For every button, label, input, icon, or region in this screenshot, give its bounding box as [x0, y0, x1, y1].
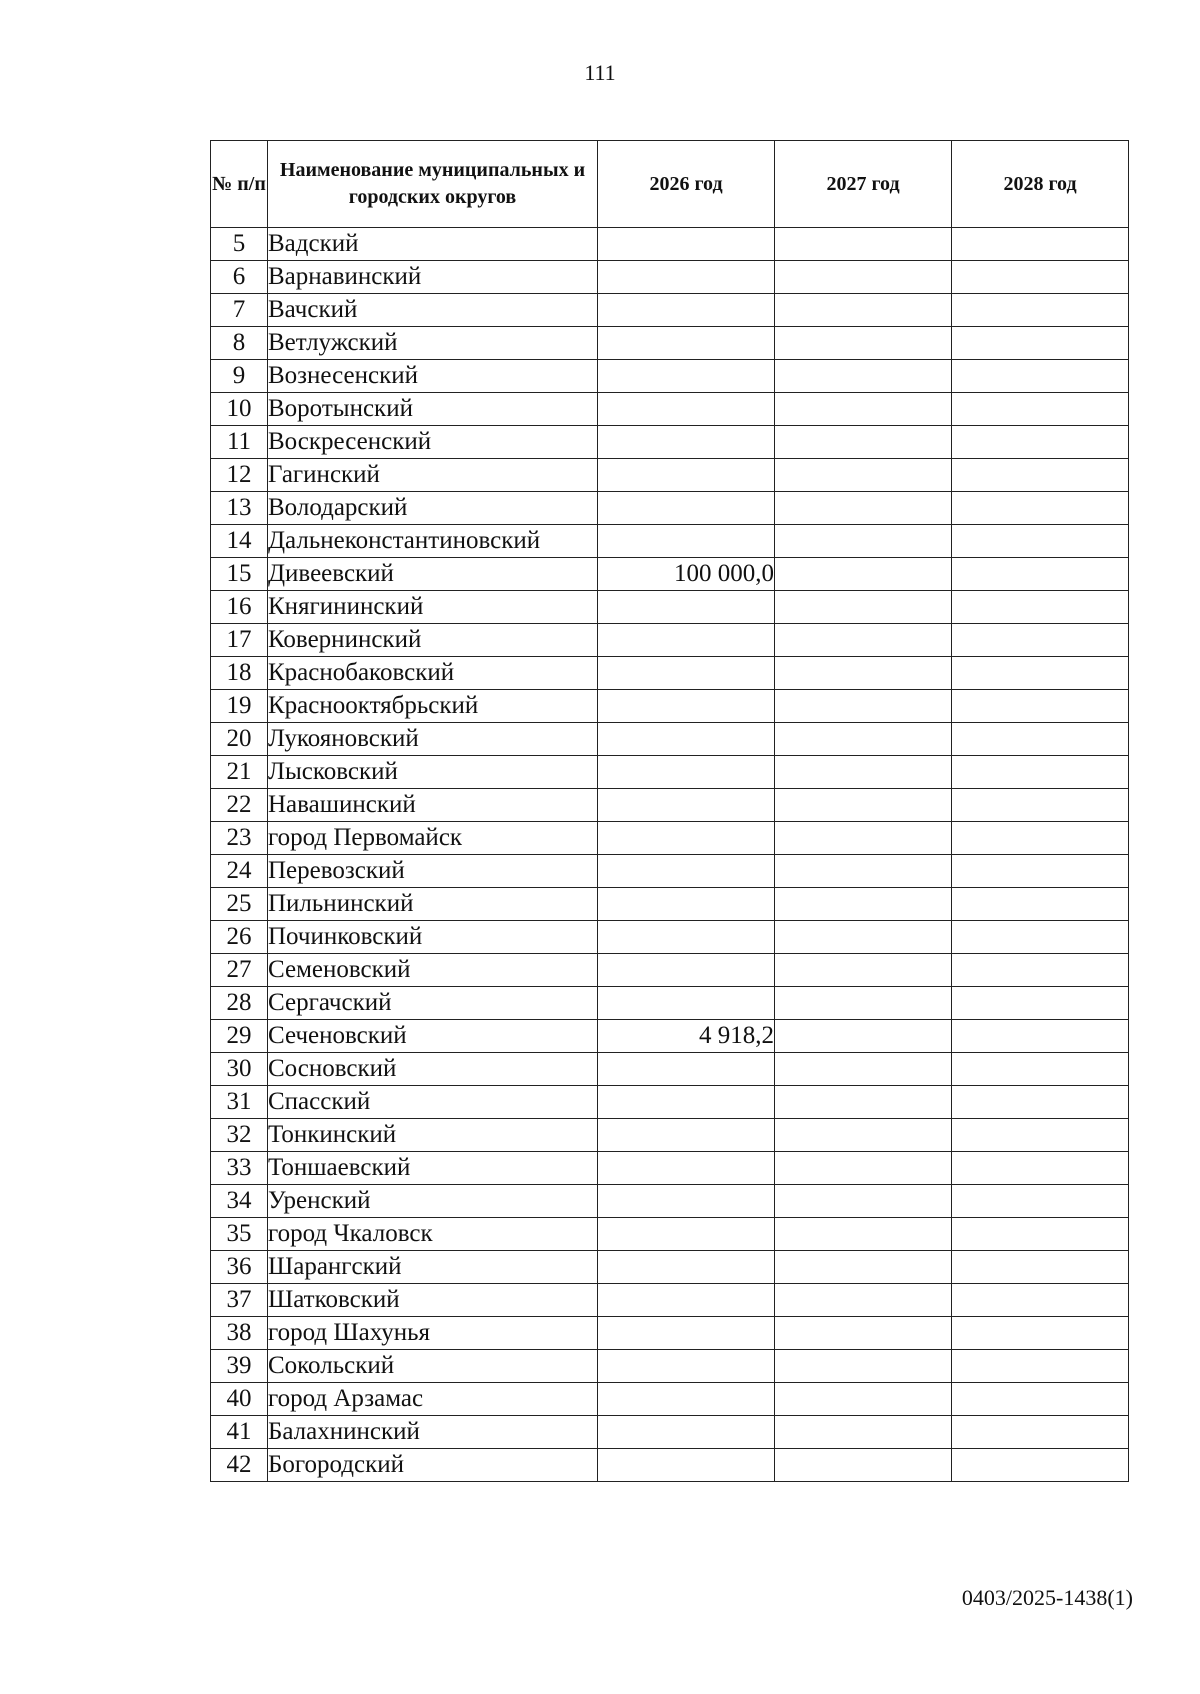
- table-row: [211, 1218, 1129, 1251]
- cell-2027: [775, 1449, 952, 1482]
- cell-2027: [775, 1053, 952, 1086]
- cell-2026: [598, 1086, 775, 1119]
- cell-2027: [775, 261, 952, 294]
- table-body: [211, 228, 1129, 1482]
- cell-2028: [952, 525, 1129, 558]
- table-row: [211, 393, 1129, 426]
- cell-num: 37: [211, 1284, 268, 1317]
- cell-num: 17: [211, 624, 268, 657]
- cell-name: Княгининский: [268, 591, 598, 624]
- cell-2027: [775, 756, 952, 789]
- cell-name: Воротынский: [268, 393, 598, 426]
- cell-2026: [598, 624, 775, 657]
- cell-2026: [598, 723, 775, 756]
- cell-num: 35: [211, 1218, 268, 1251]
- cell-2028: [952, 558, 1129, 591]
- cell-name: Балахнинский: [268, 1416, 598, 1449]
- cell-2028: [952, 756, 1129, 789]
- cell-2027: [775, 1350, 952, 1383]
- cell-name: Лысковский: [268, 756, 598, 789]
- cell-2027: [775, 426, 952, 459]
- cell-2028: [952, 1020, 1129, 1053]
- cell-2027: [775, 855, 952, 888]
- table-row: [211, 327, 1129, 360]
- cell-2028: [952, 723, 1129, 756]
- cell-2027: [775, 657, 952, 690]
- cell-num: 38: [211, 1317, 268, 1350]
- cell-num: 21: [211, 756, 268, 789]
- table-row: [211, 888, 1129, 921]
- table-row: [211, 360, 1129, 393]
- cell-name: Варнавинский: [268, 261, 598, 294]
- table-row: [211, 426, 1129, 459]
- cell-num: 11: [211, 426, 268, 459]
- table-row: [211, 1086, 1129, 1119]
- cell-2027: [775, 789, 952, 822]
- table-row: [211, 1416, 1129, 1449]
- header-name: Наименование муниципальных и городских округов: [268, 141, 598, 228]
- cell-2026: [598, 1317, 775, 1350]
- cell-2028: [952, 492, 1129, 525]
- cell-2026: [598, 657, 775, 690]
- table-row: [211, 1317, 1129, 1350]
- cell-2028: [952, 327, 1129, 360]
- cell-2026: [598, 1383, 775, 1416]
- cell-2028: [952, 954, 1129, 987]
- table-row: [211, 1350, 1129, 1383]
- table-row: [211, 525, 1129, 558]
- cell-name: Краснооктябрьский: [268, 690, 598, 723]
- cell-2028: [952, 459, 1129, 492]
- table-row: [211, 1251, 1129, 1284]
- cell-2028: [952, 624, 1129, 657]
- cell-name: Тонкинский: [268, 1119, 598, 1152]
- cell-2026: [598, 756, 775, 789]
- cell-2028: [952, 426, 1129, 459]
- header-2028: 2028 год: [952, 141, 1129, 228]
- cell-2028: [952, 657, 1129, 690]
- cell-2027: [775, 921, 952, 954]
- table-row: [211, 492, 1129, 525]
- cell-2027: [775, 327, 952, 360]
- table-row: [211, 987, 1129, 1020]
- cell-name: Гагинский: [268, 459, 598, 492]
- table-row: [211, 822, 1129, 855]
- cell-2027: [775, 1086, 952, 1119]
- cell-2028: [952, 1119, 1129, 1152]
- cell-name: Сеченовский: [268, 1020, 598, 1053]
- cell-2026: [598, 921, 775, 954]
- cell-2026: [598, 1449, 775, 1482]
- cell-2028: [952, 1086, 1129, 1119]
- cell-2028: [952, 1383, 1129, 1416]
- header-2026: 2026 год: [598, 141, 775, 228]
- cell-num: 22: [211, 789, 268, 822]
- cell-name: Сосновский: [268, 1053, 598, 1086]
- cell-num: 41: [211, 1416, 268, 1449]
- cell-2027: [775, 888, 952, 921]
- municipal-table: [210, 140, 1129, 1482]
- cell-2027: [775, 822, 952, 855]
- table-row: [211, 1152, 1129, 1185]
- cell-2027: [775, 558, 952, 591]
- cell-2026: [598, 1350, 775, 1383]
- table-row: [211, 657, 1129, 690]
- document-code: 0403/2025-1438(1): [961, 1585, 1133, 1610]
- cell-name: Дальнеконстантиновский: [268, 525, 598, 558]
- cell-name: Ветлужский: [268, 327, 598, 360]
- cell-2027: [775, 1020, 952, 1053]
- cell-2027: [775, 1185, 952, 1218]
- page-number: 111: [584, 60, 616, 85]
- cell-2027: [775, 1218, 952, 1251]
- cell-2026: [598, 1251, 775, 1284]
- cell-2026: [598, 822, 775, 855]
- cell-name: Краснобаковский: [268, 657, 598, 690]
- cell-name: Спасский: [268, 1086, 598, 1119]
- table-row: [211, 1053, 1129, 1086]
- table-row: [211, 261, 1129, 294]
- cell-name: Лукояновский: [268, 723, 598, 756]
- table-row: [211, 1185, 1129, 1218]
- cell-2028: [952, 261, 1129, 294]
- cell-num: 30: [211, 1053, 268, 1086]
- cell-2028: [952, 228, 1129, 261]
- cell-2026: [598, 459, 775, 492]
- cell-2028: [952, 393, 1129, 426]
- table-row: [211, 1449, 1129, 1482]
- cell-2027: [775, 690, 952, 723]
- cell-2026: 4 918,2: [598, 1020, 775, 1053]
- cell-2027: [775, 723, 952, 756]
- cell-2027: [775, 1119, 952, 1152]
- cell-2027: [775, 1284, 952, 1317]
- cell-2026: 100 000,0: [598, 558, 775, 591]
- cell-2028: [952, 1053, 1129, 1086]
- cell-2026: [598, 426, 775, 459]
- table-row: [211, 1284, 1129, 1317]
- table-row: [211, 1119, 1129, 1152]
- cell-2028: [952, 1152, 1129, 1185]
- cell-2027: [775, 393, 952, 426]
- cell-2027: [775, 459, 952, 492]
- cell-2027: [775, 1416, 952, 1449]
- cell-2026: [598, 1185, 775, 1218]
- cell-num: 34: [211, 1185, 268, 1218]
- table-row: [211, 855, 1129, 888]
- cell-2027: [775, 228, 952, 261]
- cell-2026: [598, 1053, 775, 1086]
- table-row: [211, 228, 1129, 261]
- cell-2026: [598, 261, 775, 294]
- cell-num: 40: [211, 1383, 268, 1416]
- cell-2028: [952, 1218, 1129, 1251]
- cell-2026: [598, 492, 775, 525]
- cell-2027: [775, 525, 952, 558]
- table-header-row: [211, 141, 1129, 228]
- cell-2027: [775, 987, 952, 1020]
- cell-2026: [598, 525, 775, 558]
- table-row: [211, 723, 1129, 756]
- cell-name: Перевозский: [268, 855, 598, 888]
- header-2027: 2027 год: [775, 141, 952, 228]
- cell-name: Богородский: [268, 1449, 598, 1482]
- table-row: [211, 1383, 1129, 1416]
- cell-2028: [952, 1350, 1129, 1383]
- cell-2026: [598, 1152, 775, 1185]
- cell-2028: [952, 690, 1129, 723]
- cell-num: 5: [211, 228, 268, 261]
- cell-num: 8: [211, 327, 268, 360]
- header-num: № п/п: [211, 141, 268, 228]
- cell-2027: [775, 1317, 952, 1350]
- table-row: [211, 624, 1129, 657]
- cell-2028: [952, 591, 1129, 624]
- cell-2027: [775, 1152, 952, 1185]
- cell-2027: [775, 1383, 952, 1416]
- cell-name: Вознесенский: [268, 360, 598, 393]
- cell-name: Уренский: [268, 1185, 598, 1218]
- cell-2027: [775, 591, 952, 624]
- cell-num: 18: [211, 657, 268, 690]
- table-row: [211, 756, 1129, 789]
- cell-2028: [952, 789, 1129, 822]
- cell-num: 13: [211, 492, 268, 525]
- cell-2028: [952, 1185, 1129, 1218]
- cell-num: 9: [211, 360, 268, 393]
- table-row: [211, 690, 1129, 723]
- cell-2026: [598, 690, 775, 723]
- cell-num: 29: [211, 1020, 268, 1053]
- cell-num: 15: [211, 558, 268, 591]
- cell-2026: [598, 888, 775, 921]
- cell-num: 24: [211, 855, 268, 888]
- cell-num: 12: [211, 459, 268, 492]
- table-row: [211, 1020, 1129, 1053]
- cell-name: Сокольский: [268, 1350, 598, 1383]
- cell-2028: [952, 987, 1129, 1020]
- cell-num: 16: [211, 591, 268, 624]
- cell-num: 26: [211, 921, 268, 954]
- cell-num: 42: [211, 1449, 268, 1482]
- cell-name: Тоншаевский: [268, 1152, 598, 1185]
- cell-2026: [598, 294, 775, 327]
- cell-2027: [775, 954, 952, 987]
- cell-name: Семеновский: [268, 954, 598, 987]
- cell-2027: [775, 624, 952, 657]
- table-row: [211, 954, 1129, 987]
- cell-num: 23: [211, 822, 268, 855]
- cell-2028: [952, 294, 1129, 327]
- cell-name: Сергачский: [268, 987, 598, 1020]
- cell-name: город Первомайск: [268, 822, 598, 855]
- cell-name: Шатковский: [268, 1284, 598, 1317]
- cell-2027: [775, 492, 952, 525]
- cell-num: 19: [211, 690, 268, 723]
- cell-2026: [598, 228, 775, 261]
- cell-num: 6: [211, 261, 268, 294]
- cell-2026: [598, 855, 775, 888]
- cell-2026: [598, 591, 775, 624]
- cell-num: 36: [211, 1251, 268, 1284]
- cell-2026: [598, 393, 775, 426]
- cell-name: Вачский: [268, 294, 598, 327]
- cell-name: Воскресенский: [268, 426, 598, 459]
- cell-2026: [598, 1119, 775, 1152]
- cell-name: Шарангский: [268, 1251, 598, 1284]
- cell-num: 20: [211, 723, 268, 756]
- cell-2028: [952, 1284, 1129, 1317]
- cell-2026: [598, 1218, 775, 1251]
- cell-2026: [598, 789, 775, 822]
- cell-name: город Арзамас: [268, 1383, 598, 1416]
- cell-2028: [952, 1251, 1129, 1284]
- cell-name: Навашинский: [268, 789, 598, 822]
- cell-2028: [952, 921, 1129, 954]
- cell-2026: [598, 987, 775, 1020]
- cell-num: 25: [211, 888, 268, 921]
- cell-name: Починковский: [268, 921, 598, 954]
- cell-num: 31: [211, 1086, 268, 1119]
- cell-2028: [952, 360, 1129, 393]
- cell-2028: [952, 855, 1129, 888]
- cell-name: город Чкаловск: [268, 1218, 598, 1251]
- cell-2028: [952, 1449, 1129, 1482]
- cell-name: Пильнинский: [268, 888, 598, 921]
- cell-num: 7: [211, 294, 268, 327]
- table-row: [211, 921, 1129, 954]
- cell-2028: [952, 822, 1129, 855]
- cell-num: 27: [211, 954, 268, 987]
- cell-num: 14: [211, 525, 268, 558]
- cell-2026: [598, 327, 775, 360]
- cell-2028: [952, 1317, 1129, 1350]
- cell-name: город Шахунья: [268, 1317, 598, 1350]
- cell-2026: [598, 954, 775, 987]
- cell-2028: [952, 1416, 1129, 1449]
- cell-2027: [775, 360, 952, 393]
- cell-2028: [952, 888, 1129, 921]
- cell-name: Дивеевский: [268, 558, 598, 591]
- cell-name: Ковернинский: [268, 624, 598, 657]
- cell-num: 28: [211, 987, 268, 1020]
- table-row: [211, 459, 1129, 492]
- cell-name: Володарский: [268, 492, 598, 525]
- table-row: [211, 558, 1129, 591]
- table-row: [211, 294, 1129, 327]
- cell-num: 10: [211, 393, 268, 426]
- cell-2026: [598, 1416, 775, 1449]
- cell-name: Вадский: [268, 228, 598, 261]
- cell-num: 32: [211, 1119, 268, 1152]
- table-row: [211, 789, 1129, 822]
- cell-2026: [598, 1284, 775, 1317]
- table-row: [211, 591, 1129, 624]
- cell-2027: [775, 1251, 952, 1284]
- cell-2026: [598, 360, 775, 393]
- cell-2027: [775, 294, 952, 327]
- cell-num: 33: [211, 1152, 268, 1185]
- cell-num: 39: [211, 1350, 268, 1383]
